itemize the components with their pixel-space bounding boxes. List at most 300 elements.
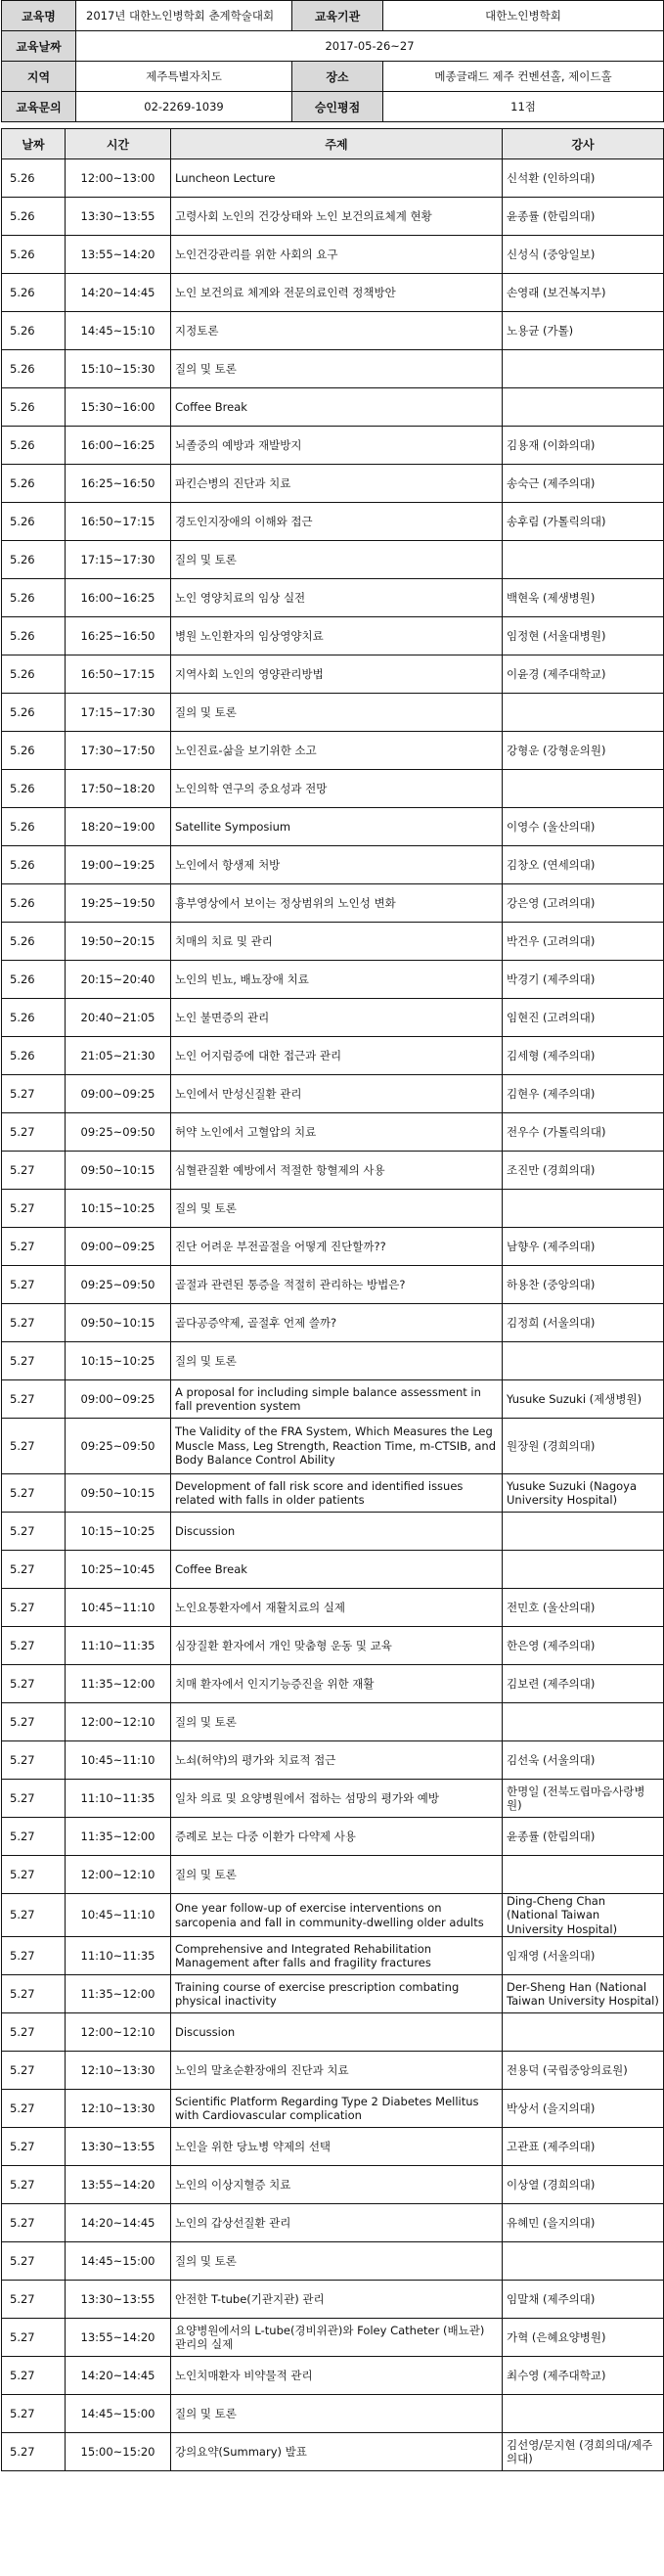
row-speaker: 임현진 (고려의대) xyxy=(503,999,664,1037)
row-date: 5.27 xyxy=(2,1703,66,1741)
row-date: 5.27 xyxy=(2,1894,66,1937)
row-topic: 노인에서 항생제 처방 xyxy=(171,846,503,884)
row-time: 11:35~12:00 xyxy=(66,1665,171,1703)
edu-name-label: 교육명 xyxy=(2,1,76,31)
row-time: 20:40~21:05 xyxy=(66,999,171,1037)
table-row xyxy=(2,961,664,999)
inquiry-value: 02-2269-1039 xyxy=(76,92,292,122)
row-time: 09:50~10:15 xyxy=(66,1474,171,1513)
row-time: 11:10~11:35 xyxy=(66,1627,171,1665)
table-row xyxy=(2,1856,664,1894)
row-topic: 노인요통환자에서 재활치료의 실제 xyxy=(171,1589,503,1627)
row-speaker: 원장원 (경희의대) xyxy=(503,1419,664,1474)
row-time: 15:10~15:30 xyxy=(66,350,171,388)
place-value: 메종글래드 제주 컨벤션홀, 제이드홀 xyxy=(383,62,664,92)
row-time: 19:50~20:15 xyxy=(66,923,171,961)
row-speaker: 박건우 (고려의대) xyxy=(503,923,664,961)
row-topic: 노인 영양치료의 임상 실전 xyxy=(171,579,503,617)
row-speaker: 이윤경 (제주대학교) xyxy=(503,655,664,694)
table-row xyxy=(2,1627,664,1665)
row-speaker: 신석환 (인하의대) xyxy=(503,159,664,198)
table-row xyxy=(2,2281,664,2319)
row-speaker xyxy=(503,770,664,808)
table-row xyxy=(2,236,664,274)
row-date: 5.27 xyxy=(2,1665,66,1703)
row-speaker: 임재영 (서울의대) xyxy=(503,1937,664,1975)
row-speaker: 고관표 (제주의대) xyxy=(503,2128,664,2166)
row-topic: 노인 불면증의 관리 xyxy=(171,999,503,1037)
row-time: 14:20~14:45 xyxy=(66,2204,171,2242)
row-topic: Comprehensive and Integrated Rehabilitation Management after falls and fragility fractures xyxy=(171,1937,503,1975)
row-topic: 뇌졸중의 예방과 재발방지 xyxy=(171,427,503,465)
row-date: 5.27 xyxy=(2,1152,66,1190)
row-speaker: 이영수 (울산의대) xyxy=(503,808,664,846)
row-topic: 노인진료-삶을 보기위한 소고 xyxy=(171,732,503,770)
row-time: 12:00~13:00 xyxy=(66,159,171,198)
row-speaker: 김세형 (제주의대) xyxy=(503,1037,664,1075)
row-topic: 노인치매환자 비약물적 관리 xyxy=(171,2357,503,2395)
row-topic: 안전한 T-tube(기관지관) 관리 xyxy=(171,2281,503,2319)
row-topic: 골다공증약제, 골절후 언제 쓸까? xyxy=(171,1304,503,1342)
row-date: 5.27 xyxy=(2,1780,66,1818)
region-label: 지역 xyxy=(2,62,76,92)
table-row xyxy=(2,2204,664,2242)
row-speaker: 송후림 (가톨릭의대) xyxy=(503,503,664,541)
schedule-table xyxy=(1,128,664,2471)
row-date: 5.26 xyxy=(2,159,66,198)
row-time: 10:45~11:10 xyxy=(66,1894,171,1937)
row-topic: 노쇠(허약)의 평가와 치료적 접근 xyxy=(171,1741,503,1780)
row-time: 10:15~10:25 xyxy=(66,1342,171,1380)
row-topic: A proposal for including simple balance assessment in fall prevention system xyxy=(171,1380,503,1419)
row-topic: 노인에서 만성신질환 관리 xyxy=(171,1075,503,1113)
row-topic: 질의 및 토론 xyxy=(171,2395,503,2433)
row-topic: 질의 및 토론 xyxy=(171,2242,503,2281)
row-time: 13:30~13:55 xyxy=(66,2128,171,2166)
row-topic: 노인의 말초순환장애의 진단과 치료 xyxy=(171,2052,503,2090)
table-row xyxy=(2,1741,664,1780)
table-row xyxy=(2,274,664,312)
table-row xyxy=(2,770,664,808)
schedule-header-row xyxy=(2,129,664,159)
row-date: 5.27 xyxy=(2,1818,66,1856)
table-row xyxy=(2,1304,664,1342)
row-time: 20:15~20:40 xyxy=(66,961,171,999)
row-speaker: 전우수 (가톨릭의대) xyxy=(503,1113,664,1152)
row-speaker xyxy=(503,350,664,388)
row-speaker xyxy=(503,1190,664,1228)
row-time: 11:35~12:00 xyxy=(66,1975,171,2013)
table-row xyxy=(2,655,664,694)
row-speaker: 김선영/문지현 (경희의대/제주의대) xyxy=(503,2433,664,2471)
row-topic: 강의요약(Summary) 발표 xyxy=(171,2433,503,2471)
row-date: 5.27 xyxy=(2,1304,66,1342)
row-speaker: 김선욱 (서울의대) xyxy=(503,1741,664,1780)
table-row xyxy=(2,1190,664,1228)
row-time: 16:25~16:50 xyxy=(66,617,171,655)
row-date: 5.27 xyxy=(2,1228,66,1266)
table-row xyxy=(2,2128,664,2166)
row-date: 5.27 xyxy=(2,1937,66,1975)
table-row xyxy=(2,1703,664,1741)
row-speaker: 남향우 (제주의대) xyxy=(503,1228,664,1266)
row-time: 17:50~18:20 xyxy=(66,770,171,808)
table-row xyxy=(2,465,664,503)
table-row xyxy=(2,808,664,846)
row-date: 5.27 xyxy=(2,1513,66,1551)
row-time: 09:50~10:15 xyxy=(66,1304,171,1342)
row-topic: 일차 의료 및 요양병원에서 접하는 섬망의 평가와 예방 xyxy=(171,1780,503,1818)
row-topic: Discussion xyxy=(171,1513,503,1551)
table-row xyxy=(2,1665,664,1703)
table-row xyxy=(2,541,664,579)
table-row xyxy=(2,2433,664,2471)
row-time: 09:00~09:25 xyxy=(66,1075,171,1113)
row-topic: Coffee Break xyxy=(171,388,503,427)
points-label: 승인평점 xyxy=(292,92,383,122)
row-speaker: 박경기 (제주의대) xyxy=(503,961,664,999)
header-date: 날짜 xyxy=(2,129,66,159)
row-speaker: 가혁 (은혜요양병원) xyxy=(503,2319,664,2357)
row-date: 5.27 xyxy=(2,2319,66,2357)
row-topic: 진단 어려운 부전골절을 어떻게 진단할까?? xyxy=(171,1228,503,1266)
row-topic: 노인건강관리를 위한 사회의 요구 xyxy=(171,236,503,274)
row-date: 5.26 xyxy=(2,655,66,694)
row-date: 5.27 xyxy=(2,1551,66,1589)
table-row xyxy=(2,2242,664,2281)
table-row xyxy=(2,884,664,923)
row-topic: Discussion xyxy=(171,2013,503,2052)
row-date: 5.27 xyxy=(2,2433,66,2471)
row-date: 5.26 xyxy=(2,541,66,579)
row-date: 5.27 xyxy=(2,2357,66,2395)
row-topic: 질의 및 토론 xyxy=(171,1703,503,1741)
row-topic: 지역사회 노인의 영양관리방법 xyxy=(171,655,503,694)
row-topic: Scientific Platform Regarding Type 2 Diabetes Mellitus with Cardiovascular complication xyxy=(171,2090,503,2128)
row-topic: 고령사회 노인의 건강상태와 노인 보건의료체계 현황 xyxy=(171,198,503,236)
row-time: 12:00~12:10 xyxy=(66,1703,171,1741)
row-topic: 노인을 위한 당뇨병 약제의 선택 xyxy=(171,2128,503,2166)
row-time: 19:00~19:25 xyxy=(66,846,171,884)
institution-label: 교육기관 xyxy=(292,1,383,31)
institution-value: 대한노인병학회 xyxy=(383,1,664,31)
row-date: 5.26 xyxy=(2,312,66,350)
row-topic: 노인의학 연구의 중요성과 전망 xyxy=(171,770,503,808)
table-row xyxy=(2,999,664,1037)
row-date: 5.27 xyxy=(2,1474,66,1513)
row-speaker: 이상열 (경희의대) xyxy=(503,2166,664,2204)
row-date: 5.27 xyxy=(2,2242,66,2281)
table-row xyxy=(2,1513,664,1551)
row-date: 5.27 xyxy=(2,2052,66,2090)
points-value: 11점 xyxy=(383,92,664,122)
row-time: 13:30~13:55 xyxy=(66,2281,171,2319)
row-speaker xyxy=(503,2395,664,2433)
row-date: 5.26 xyxy=(2,350,66,388)
row-date: 5.27 xyxy=(2,1190,66,1228)
table-row xyxy=(2,732,664,770)
row-speaker: 윤종률 (한림의대) xyxy=(503,198,664,236)
row-date: 5.26 xyxy=(2,808,66,846)
table-row xyxy=(2,2319,664,2357)
row-time: 09:50~10:15 xyxy=(66,1152,171,1190)
row-time: 18:20~19:00 xyxy=(66,808,171,846)
row-time: 15:30~16:00 xyxy=(66,388,171,427)
row-topic: One year follow-up of exercise interventions on sarcopenia and fall in community-dwelling older adults xyxy=(171,1894,503,1937)
row-topic: Coffee Break xyxy=(171,1551,503,1589)
row-topic: 치매 환자에서 인지기능증진을 위한 재활 xyxy=(171,1665,503,1703)
table-row xyxy=(2,846,664,884)
row-date: 5.26 xyxy=(2,198,66,236)
table-row xyxy=(2,2013,664,2052)
row-topic: 질의 및 토론 xyxy=(171,350,503,388)
row-topic: 심혈관질환 예방에서 적절한 항혈제의 사용 xyxy=(171,1152,503,1190)
row-time: 13:55~14:20 xyxy=(66,236,171,274)
table-row xyxy=(2,617,664,655)
table-row xyxy=(2,1113,664,1152)
table-row xyxy=(2,1818,664,1856)
row-time: 21:05~21:30 xyxy=(66,1037,171,1075)
row-topic: 골절과 관련된 통증을 적절히 관리하는 방법은? xyxy=(171,1266,503,1304)
row-speaker xyxy=(503,1703,664,1741)
row-topic: 노인 보건의료 체계와 전문의료인력 정책방안 xyxy=(171,274,503,312)
row-topic: 노인 어지럼증에 대한 접근과 관리 xyxy=(171,1037,503,1075)
row-date: 5.26 xyxy=(2,617,66,655)
edu-name-value: 2017년 대한노인병학회 춘계학술대회 xyxy=(76,1,292,31)
row-date: 5.26 xyxy=(2,274,66,312)
row-topic: 질의 및 토론 xyxy=(171,1342,503,1380)
row-speaker: Yusuke Suzuki (제생병원) xyxy=(503,1380,664,1419)
table-row xyxy=(2,1228,664,1266)
row-date: 5.27 xyxy=(2,1627,66,1665)
table-row xyxy=(2,1975,664,2013)
row-speaker xyxy=(503,1856,664,1894)
row-speaker: Der-Sheng Han (National Taiwan University Hospital) xyxy=(503,1975,664,2013)
row-time: 09:00~09:25 xyxy=(66,1228,171,1266)
row-date: 5.27 xyxy=(2,1975,66,2013)
row-date: 5.27 xyxy=(2,2395,66,2433)
row-time: 17:15~17:30 xyxy=(66,541,171,579)
row-time: 13:55~14:20 xyxy=(66,2319,171,2357)
row-time: 10:15~10:25 xyxy=(66,1190,171,1228)
row-topic: The Validity of the FRA System, Which Measures the Leg Muscle Mass, Leg Strength, Reaction Time, m-CTSIB, and Body Balance Control Ability xyxy=(171,1419,503,1474)
row-date: 5.26 xyxy=(2,236,66,274)
row-time: 19:25~19:50 xyxy=(66,884,171,923)
row-speaker: 강형운 (강형운의원) xyxy=(503,732,664,770)
row-topic: 노인의 이상지혈증 치료 xyxy=(171,2166,503,2204)
row-date: 5.26 xyxy=(2,1037,66,1075)
row-speaker: 전용덕 (국립중앙의료원) xyxy=(503,2052,664,2090)
row-time: 09:25~09:50 xyxy=(66,1419,171,1474)
row-time: 16:00~16:25 xyxy=(66,579,171,617)
row-speaker: 하용찬 (중앙의대) xyxy=(503,1266,664,1304)
row-time: 14:20~14:45 xyxy=(66,2357,171,2395)
row-time: 12:00~12:10 xyxy=(66,2013,171,2052)
date-value: 2017-05-26~27 xyxy=(76,31,664,62)
row-time: 17:15~17:30 xyxy=(66,694,171,732)
region-value: 제주특별자치도 xyxy=(76,62,292,92)
row-date: 5.27 xyxy=(2,1741,66,1780)
row-date: 5.27 xyxy=(2,1342,66,1380)
row-time: 16:50~17:15 xyxy=(66,503,171,541)
row-time: 16:25~16:50 xyxy=(66,465,171,503)
row-date: 5.26 xyxy=(2,846,66,884)
row-topic: 요양병원에서의 L-tube(경비위관)와 Foley Catheter (배뇨관) 관리의 실제 xyxy=(171,2319,503,2357)
row-speaker: 김창오 (연세의대) xyxy=(503,846,664,884)
row-time: 09:00~09:25 xyxy=(66,1380,171,1419)
row-topic: Satellite Symposium xyxy=(171,808,503,846)
row-topic: 증례로 보는 다중 이환가 다약제 사용 xyxy=(171,1818,503,1856)
table-row xyxy=(2,2166,664,2204)
row-date: 5.27 xyxy=(2,1075,66,1113)
row-time: 11:35~12:00 xyxy=(66,1818,171,1856)
row-date: 5.26 xyxy=(2,923,66,961)
row-time: 13:55~14:20 xyxy=(66,2166,171,2204)
row-speaker: 손영래 (보건복지부) xyxy=(503,274,664,312)
table-row xyxy=(2,2090,664,2128)
table-row xyxy=(2,923,664,961)
row-topic: 병원 노인환자의 임상영양치료 xyxy=(171,617,503,655)
row-time: 15:00~15:20 xyxy=(66,2433,171,2471)
header-time: 시간 xyxy=(66,129,171,159)
row-time: 11:10~11:35 xyxy=(66,1937,171,1975)
row-topic: 흉부영상에서 보이는 정상범위의 노인성 변화 xyxy=(171,884,503,923)
row-speaker: 송숙근 (제주의대) xyxy=(503,465,664,503)
row-time: 16:50~17:15 xyxy=(66,655,171,694)
row-date: 5.27 xyxy=(2,2013,66,2052)
table-row xyxy=(2,1152,664,1190)
table-row xyxy=(2,2052,664,2090)
row-date: 5.26 xyxy=(2,388,66,427)
row-speaker xyxy=(503,1551,664,1589)
row-date: 5.26 xyxy=(2,465,66,503)
table-row xyxy=(2,1380,664,1419)
row-topic: Training course of exercise prescription combating physical inactivity xyxy=(171,1975,503,2013)
table-row xyxy=(2,1037,664,1075)
table-row xyxy=(2,2357,664,2395)
row-topic: 질의 및 토론 xyxy=(171,1190,503,1228)
row-time: 12:10~13:30 xyxy=(66,2090,171,2128)
table-row xyxy=(2,579,664,617)
row-speaker: 한명일 (전북도립마음사랑병원) xyxy=(503,1780,664,1818)
table-row xyxy=(2,1551,664,1589)
table-row xyxy=(2,198,664,236)
row-date: 5.27 xyxy=(2,2166,66,2204)
row-speaker: 김용재 (이화의대) xyxy=(503,427,664,465)
table-row xyxy=(2,388,664,427)
row-speaker: 김정희 (서울의대) xyxy=(503,1304,664,1342)
row-date: 5.27 xyxy=(2,1113,66,1152)
table-row xyxy=(2,1780,664,1818)
table-row xyxy=(2,312,664,350)
row-date: 5.27 xyxy=(2,2204,66,2242)
place-label: 장소 xyxy=(292,62,383,92)
row-date: 5.27 xyxy=(2,1856,66,1894)
row-topic: Development of fall risk score and identified issues related with falls in older patients xyxy=(171,1474,503,1513)
row-time: 10:15~10:25 xyxy=(66,1513,171,1551)
header-speaker: 강사 xyxy=(503,129,664,159)
row-speaker xyxy=(503,694,664,732)
row-date: 5.27 xyxy=(2,2281,66,2319)
row-topic: 허약 노인에서 고혈압의 치료 xyxy=(171,1113,503,1152)
table-row xyxy=(2,694,664,732)
row-date: 5.27 xyxy=(2,1589,66,1627)
row-time: 14:45~15:00 xyxy=(66,2242,171,2281)
row-speaker: 노용균 (가톨) xyxy=(503,312,664,350)
course-info-table xyxy=(1,0,664,122)
row-time: 09:25~09:50 xyxy=(66,1266,171,1304)
row-speaker: 백현욱 (제생병원) xyxy=(503,579,664,617)
row-date: 5.26 xyxy=(2,732,66,770)
row-time: 14:45~15:00 xyxy=(66,2395,171,2433)
row-topic: 파킨슨병의 진단과 치료 xyxy=(171,465,503,503)
row-date: 5.26 xyxy=(2,579,66,617)
row-time: 14:45~15:10 xyxy=(66,312,171,350)
row-topic: 질의 및 토론 xyxy=(171,694,503,732)
row-speaker xyxy=(503,2242,664,2281)
row-speaker: 박상서 (을지의대) xyxy=(503,2090,664,2128)
table-row xyxy=(2,1937,664,1975)
header-topic: 주제 xyxy=(171,129,503,159)
row-date: 5.26 xyxy=(2,770,66,808)
row-speaker: 임정현 (서울대병원) xyxy=(503,617,664,655)
table-row xyxy=(2,2395,664,2433)
row-speaker xyxy=(503,1513,664,1551)
row-speaker: 유혜민 (을지의대) xyxy=(503,2204,664,2242)
row-time: 12:10~13:30 xyxy=(66,2052,171,2090)
inquiry-label: 교육문의 xyxy=(2,92,76,122)
row-topic: 치매의 치료 및 관리 xyxy=(171,923,503,961)
row-speaker xyxy=(503,541,664,579)
table-row xyxy=(2,159,664,198)
row-time: 14:20~14:45 xyxy=(66,274,171,312)
date-label: 교육날짜 xyxy=(2,31,76,62)
table-row xyxy=(2,1342,664,1380)
row-time: 11:10~11:35 xyxy=(66,1780,171,1818)
row-date: 5.27 xyxy=(2,1419,66,1474)
row-topic: 경도인지장애의 이해와 접근 xyxy=(171,503,503,541)
row-date: 5.26 xyxy=(2,999,66,1037)
row-date: 5.26 xyxy=(2,427,66,465)
table-row xyxy=(2,350,664,388)
row-topic: 노인의 갑상선질환 관리 xyxy=(171,2204,503,2242)
row-speaker: 김보련 (제주의대) xyxy=(503,1665,664,1703)
row-speaker: Yusuke Suzuki (Nagoya University Hospital) xyxy=(503,1474,664,1513)
row-speaker: 전민호 (울산의대) xyxy=(503,1589,664,1627)
row-time: 10:45~11:10 xyxy=(66,1741,171,1780)
row-speaker xyxy=(503,388,664,427)
row-time: 13:30~13:55 xyxy=(66,198,171,236)
row-date: 5.27 xyxy=(2,1380,66,1419)
row-date: 5.27 xyxy=(2,2128,66,2166)
row-speaker: 최수영 (제주대학교) xyxy=(503,2357,664,2395)
row-date: 5.26 xyxy=(2,694,66,732)
row-time: 10:45~11:10 xyxy=(66,1589,171,1627)
row-speaker xyxy=(503,1342,664,1380)
row-time: 10:25~10:45 xyxy=(66,1551,171,1589)
row-time: 16:00~16:25 xyxy=(66,427,171,465)
table-row xyxy=(2,1075,664,1113)
row-date: 5.27 xyxy=(2,2090,66,2128)
row-date: 5.26 xyxy=(2,884,66,923)
row-speaker: 한은영 (제주의대) xyxy=(503,1627,664,1665)
table-row xyxy=(2,1474,664,1513)
row-topic: 지정토론 xyxy=(171,312,503,350)
row-topic: 질의 및 토론 xyxy=(171,1856,503,1894)
table-row xyxy=(2,1589,664,1627)
row-date: 5.26 xyxy=(2,961,66,999)
row-date: 5.26 xyxy=(2,503,66,541)
